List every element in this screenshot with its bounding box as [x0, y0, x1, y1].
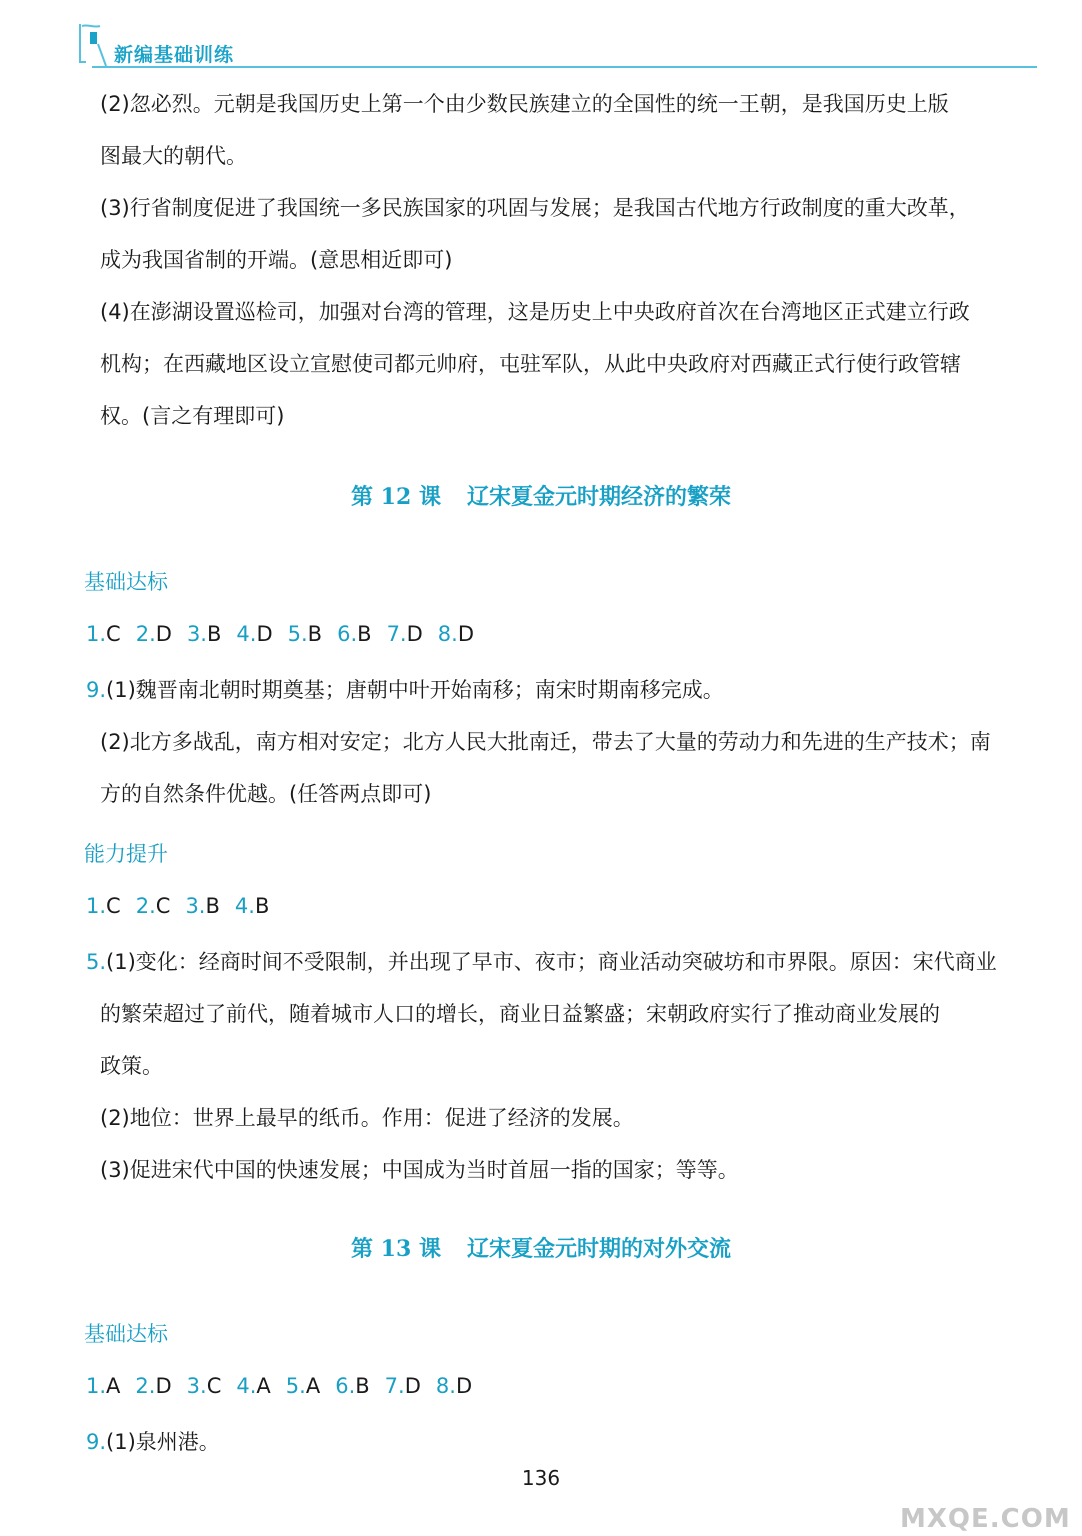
book-logo-icon [78, 22, 108, 66]
answer-choice: D [256, 622, 273, 646]
answer-number: 4. [234, 894, 255, 918]
answer-number: 5. [287, 622, 308, 646]
answer-choice: B [357, 622, 372, 646]
answer-number: 6. [337, 622, 358, 646]
answer-line: 方的自然条件优越。(任答两点即可) [100, 782, 432, 806]
answer-choice: D [404, 1374, 421, 1398]
section-heading-basic: 基础达标 [84, 570, 168, 594]
answer-number: 1. [86, 622, 107, 646]
lesson-number: 第 13 课 [351, 1236, 441, 1262]
answer-choice: A [305, 1374, 321, 1398]
watermark-logo [900, 1470, 1080, 1534]
answer-choice: C [155, 894, 171, 918]
answer-item [236, 1374, 270, 1398]
answer-number: 7. [386, 622, 407, 646]
answer-item [436, 1374, 472, 1398]
answer-item [187, 622, 221, 646]
answer-choice: B [254, 894, 270, 918]
question-5 [86, 936, 997, 988]
answer-number: 3. [186, 1374, 207, 1398]
answer-item [136, 622, 172, 646]
header-rule [92, 66, 1037, 68]
header-title: 新编基础训练 [114, 44, 235, 66]
answer-choice: D [155, 622, 172, 646]
answer-number: 8. [437, 622, 458, 646]
answer-item [337, 622, 371, 646]
answer-item [136, 894, 171, 918]
section-heading-ability: 能力提升 [84, 842, 168, 866]
answer-item [135, 1374, 171, 1398]
answer-number: 1. [86, 894, 107, 918]
answer-number: 3. [185, 894, 206, 918]
lesson-number: 第 12 课 [351, 484, 441, 510]
question-9 [86, 1416, 220, 1468]
lesson-name: 辽宋夏金元时期经济的繁荣 [466, 484, 731, 510]
answer-number: 5. [285, 1374, 306, 1398]
question-number: 9. [86, 1430, 107, 1454]
answer-number: 8. [435, 1374, 456, 1398]
answer-item [438, 622, 474, 646]
answer-item [185, 894, 219, 918]
choice-answers [86, 1374, 487, 1398]
answer-item [286, 1374, 320, 1398]
lesson-name: 辽宋夏金元时期的对外交流 [466, 1236, 731, 1262]
answer-item [335, 1374, 369, 1398]
answer-number: 3. [186, 622, 207, 646]
answer-line: 的繁荣超过了前代，随着城市人口的增长，商业日益繁盛；宋朝政府实行了推动商业发展的 [100, 1002, 940, 1026]
answer-item [86, 894, 121, 918]
question-number: 9. [86, 678, 107, 702]
answer-line: (2)忽必烈。元朝是我国历史上第一个由少数民族建立的全国性的统一王朝，是我国历史上版 [100, 92, 949, 116]
answer-number: 4. [236, 1374, 257, 1398]
answer-number: 6. [335, 1374, 356, 1398]
answer-choice: D [455, 1374, 473, 1398]
answer-number: 2. [135, 1374, 156, 1398]
question-number: 5. [86, 950, 107, 974]
answer-number: 2. [135, 894, 156, 918]
answer-item [187, 1374, 222, 1398]
answer-item [385, 1374, 421, 1398]
answer-line: 图最大的朝代。 [100, 144, 247, 168]
answer-line: (2)地位：世界上最早的纸币。作用：促进了经济的发展。 [100, 1106, 634, 1130]
answer-choice: D [406, 622, 423, 646]
question-9 [86, 664, 724, 716]
answer-item [86, 1374, 120, 1398]
answer-line: 成为我国省制的开端。(意思相近即可) [100, 248, 453, 272]
answer-line: (1)魏晋南北朝时期奠基；唐朝中叶开始南移；南宋时期南移完成。 [106, 678, 724, 702]
answer-line: 权。(言之有理即可) [100, 404, 285, 428]
answer-choice: B [307, 622, 323, 646]
answer-line: (4)在澎湖设置巡检司，加强对台湾的管理，这是历史上中央政府首次在台湾地区正式建立行政 [100, 300, 970, 324]
answer-item [86, 622, 121, 646]
choice-answers [86, 622, 489, 646]
answer-line: (1)变化：经商时间不受限制，并出现了早市、夜市；商业活动突破坊和市界限。原因：宋代商业 [106, 950, 997, 974]
page-number: 136 [521, 1466, 561, 1490]
answer-number: 1. [86, 1374, 107, 1398]
watermark-text: MXQE.COM [900, 1504, 1071, 1534]
answer-number: 2. [135, 622, 156, 646]
answer-choice: A [106, 1374, 121, 1398]
answer-number: 7. [384, 1374, 405, 1398]
answer-line: 政策。 [100, 1054, 163, 1078]
answer-line: (3)行省制度促进了我国统一多民族国家的巩固与发展；是我国古代地方行政制度的重大改革， [100, 196, 970, 220]
page-header [0, 0, 1082, 80]
lesson-13-title [0, 1232, 1082, 1263]
answer-choice: C [106, 622, 121, 646]
answer-line: (1)泉州港。 [106, 1430, 220, 1454]
section-heading-basic: 基础达标 [84, 1322, 168, 1346]
answer-choice: C [206, 1374, 222, 1398]
answer-item [235, 894, 269, 918]
answer-item [236, 622, 272, 646]
choice-answers [86, 894, 284, 918]
answer-choice: A [256, 1374, 271, 1398]
answer-item [387, 622, 423, 646]
answer-line: (3)促进宋代中国的快速发展；中国成为当时首屈一指的国家；等等。 [100, 1158, 739, 1182]
answer-choice: B [206, 622, 222, 646]
answer-choice: D [155, 1374, 172, 1398]
answer-line: (2)北方多战乱，南方相对安定；北方人民大批南迁，带去了大量的劳动力和先进的生产技术；南 [100, 730, 991, 754]
answer-item [288, 622, 322, 646]
answer-line: 机构；在西藏地区设立宣慰使司都元帅府，屯驻军队，从此中央政府对西藏正式行使行政管辖 [100, 352, 961, 376]
lesson-12-title [0, 480, 1082, 511]
answer-choice: B [205, 894, 220, 918]
answer-choice: D [457, 622, 474, 646]
answer-choice: B [355, 1374, 370, 1398]
answer-choice: C [106, 894, 121, 918]
answer-number: 4. [236, 622, 257, 646]
